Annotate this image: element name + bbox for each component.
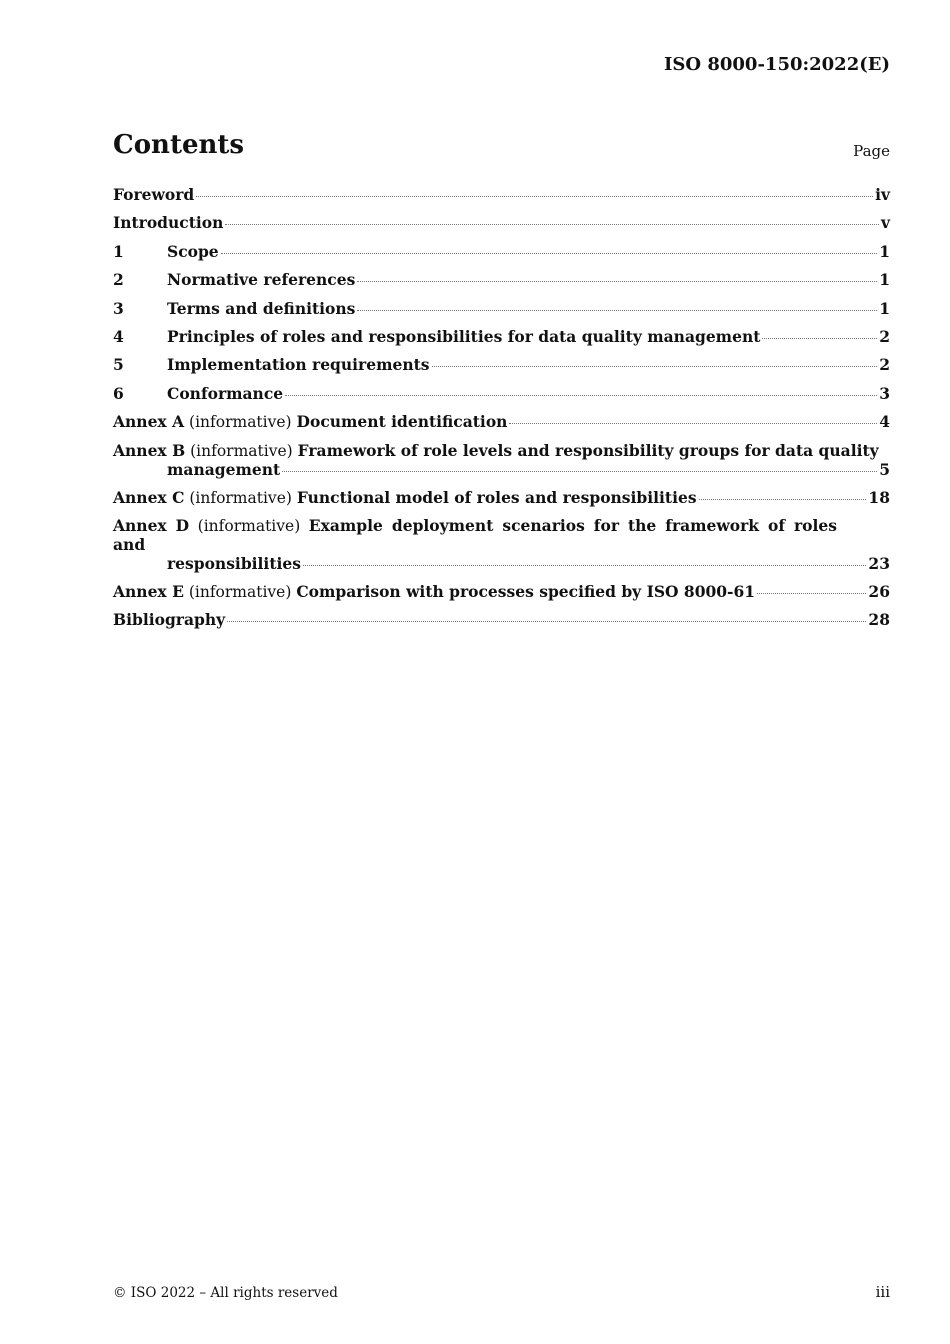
- dot-leader: [285, 394, 877, 396]
- toc-entry-scope[interactable]: [113, 242, 890, 270]
- toc-entry-page: v: [880, 213, 890, 233]
- toc-entry-title-line1: Framework of role levels and responsibility groups for data quality: [297, 440, 879, 460]
- toc-entry-page: 1: [879, 241, 890, 261]
- toc-entry-page: iv: [875, 185, 890, 204]
- page-number: iii: [875, 1283, 890, 1301]
- annex-label: Annex E: [113, 581, 184, 601]
- toc-entry-page: 18: [868, 487, 890, 507]
- toc-entry-title: Introduction: [113, 213, 224, 233]
- dot-leader: [432, 365, 878, 367]
- annex-kind: (informative): [190, 441, 293, 460]
- dot-leader: [757, 592, 866, 594]
- toc-entry-title: Document identification: [296, 412, 508, 432]
- toc-entry-principles[interactable]: [113, 327, 890, 355]
- toc-entry-annex-d[interactable]: [113, 516, 890, 573]
- toc-entry-title: Terms and definitions: [167, 298, 356, 318]
- toc-entry-title: Foreword: [113, 185, 195, 204]
- dot-leader: [357, 309, 877, 311]
- toc-entry-annex-e[interactable]: [113, 582, 890, 610]
- toc-entry-page: 28: [868, 610, 890, 630]
- dot-leader: [509, 422, 877, 424]
- toc-entry-page: 2: [879, 355, 890, 375]
- annex-label: Annex B: [113, 440, 186, 460]
- toc-entry-bibliography[interactable]: [113, 610, 890, 638]
- copyright-notice: © ISO 2022 – All rights reserved: [113, 1285, 338, 1301]
- toc-entry-title: Implementation requirements: [167, 355, 430, 375]
- toc-entry-title: Functional model of roles and responsibilities: [296, 487, 697, 507]
- toc-entry-title: Conformance: [167, 383, 284, 403]
- toc-entry-foreword[interactable]: [113, 185, 890, 213]
- toc-entry-number: 6: [113, 383, 124, 403]
- toc-entry-title: Normative references: [167, 270, 356, 290]
- toc-entry-page: 5: [879, 459, 890, 479]
- toc-entry-implementation[interactable]: [113, 355, 890, 383]
- toc-entry-page: 3: [879, 383, 890, 403]
- dot-leader: [357, 280, 877, 282]
- toc-entry-title-line2: management: [167, 459, 281, 479]
- toc-entry-page: 1: [879, 270, 890, 290]
- dot-leader: [762, 337, 877, 339]
- toc-entry-page: 26: [868, 581, 890, 601]
- dot-leader: [225, 223, 879, 225]
- toc-entry-title: Comparison with processes specified by ISO 8000-61: [296, 581, 756, 601]
- document-identifier: ISO 8000-150:2022(E): [663, 54, 890, 75]
- dot-leader: [282, 470, 877, 472]
- toc-entry-title: Principles of roles and responsibilities for data quality management: [167, 326, 761, 346]
- contents-title: Contents: [113, 130, 245, 160]
- table-of-contents: [113, 185, 890, 639]
- toc-entry-introduction[interactable]: [113, 213, 890, 241]
- annex-kind: (informative): [189, 413, 292, 432]
- toc-entry-title-line1: Example deployment scenarios for the framework of roles and: [113, 515, 837, 554]
- toc-entry-number: 3: [113, 298, 124, 318]
- toc-entry-annex-b[interactable]: [113, 441, 890, 479]
- toc-entry-conformance[interactable]: [113, 384, 890, 412]
- toc-entry-title-line2: responsibilities: [167, 553, 301, 573]
- toc-entry-number: 1: [113, 241, 124, 261]
- annex-label: Annex D: [113, 515, 190, 535]
- toc-entry-title: Bibliography: [113, 610, 226, 630]
- toc-entry-number: 2: [113, 270, 124, 290]
- toc-entry-page: 4: [879, 412, 890, 432]
- toc-entry-normative-references[interactable]: [113, 270, 890, 298]
- toc-entry-page: 23: [868, 553, 890, 573]
- page-column-label: Page: [853, 142, 890, 160]
- toc-entry-title: Scope: [167, 241, 219, 261]
- toc-entry-annex-a[interactable]: [113, 412, 890, 440]
- contents-header: [113, 130, 890, 170]
- toc-entry-page: 2: [879, 326, 890, 346]
- annex-kind: (informative): [189, 488, 292, 507]
- dot-leader: [196, 195, 873, 197]
- dot-leader: [221, 252, 878, 254]
- annex-label: Annex C: [113, 487, 185, 507]
- toc-entry-annex-c[interactable]: [113, 488, 890, 516]
- toc-entry-terms-definitions[interactable]: [113, 299, 890, 327]
- toc-entry-page: 1: [879, 298, 890, 318]
- annex-kind: (informative): [188, 582, 292, 601]
- dot-leader: [699, 498, 867, 500]
- annex-label: Annex A: [113, 412, 185, 432]
- toc-entry-number: 5: [113, 355, 124, 375]
- toc-entry-number: 4: [113, 326, 124, 346]
- annex-kind: (informative): [197, 516, 301, 535]
- dot-leader: [303, 564, 866, 566]
- dot-leader: [227, 620, 866, 622]
